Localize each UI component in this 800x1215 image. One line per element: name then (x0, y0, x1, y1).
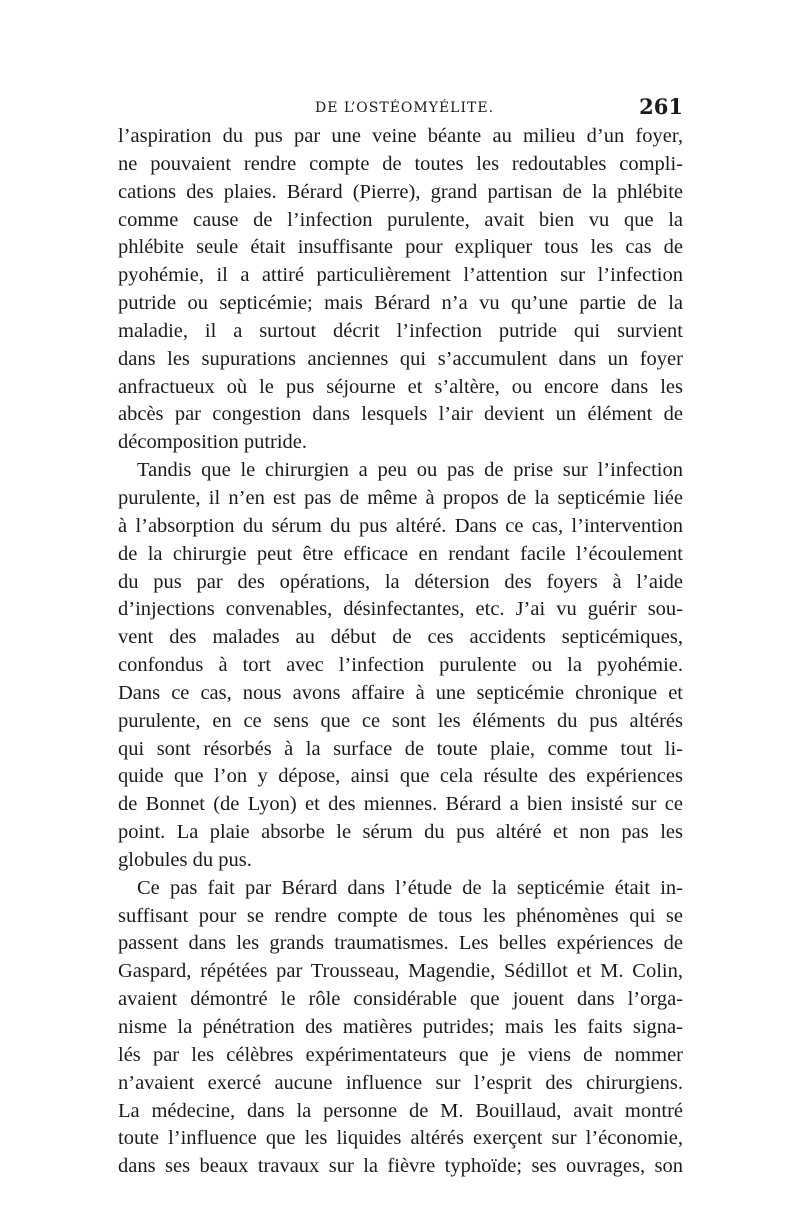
running-head (118, 96, 683, 120)
text-line: anfractueux où le pus séjourne et s’altère, ou encore dans les (118, 375, 683, 398)
body-text (118, 123, 683, 1181)
text-line: ne pouvaient rendre compte de toutes les redoutables compli- (118, 152, 683, 175)
page-number: 261 (639, 94, 683, 119)
text-line: passent dans les grands traumatismes. Les belles expériences de (118, 932, 683, 955)
text-line: d’injections convenables, désinfectantes, etc. J’ai vu guérir sou- (118, 598, 683, 621)
text-line: Dans ce cas, nous avons affaire à une septicémie chronique et (118, 681, 683, 704)
text-line: l’aspiration du pus par une veine béante au milieu d’un foyer, (118, 125, 683, 147)
text-line: point. La plaie absorbe le sérum du pus altéré et non pas les (118, 821, 683, 844)
paragraph-first-line: Ce pas fait par Bérard dans l’étude de la septicémie était in- (137, 876, 683, 899)
paragraph-first-line: Tandis que le chirurgien a peu ou pas de prise sur l’infection (137, 459, 683, 482)
paragraph-end-line: décomposition putride. (118, 431, 308, 454)
text-line: de Bonnet (de Lyon) et des miennes. Bérard a bien insisté sur ce (118, 793, 683, 816)
text-line: purulente, en ce sens que ce sont les éléments du pus altérés (118, 709, 683, 732)
text-line: dans ses beaux travaux sur la fièvre typhoïde; ses ouvrages, son (118, 1155, 683, 1178)
text-line: cations des plaies. Bérard (Pierre), grand partisan de la phlébite (118, 180, 683, 203)
text-line: purulente, il n’en est pas de même à propos de la septicémie liée (118, 486, 683, 509)
text-line: La médecine, dans la personne de M. Bouillaud, avait montré (118, 1099, 683, 1122)
text-line: de la chirurgie peut être efficace en rendant facile l’écoulement (118, 542, 683, 565)
text-line: à l’absorption du sérum du pus altéré. Dans ce cas, l’intervention (118, 514, 683, 537)
text-line: Gaspard, répétées par Trousseau, Magendie, Sédillot et M. Colin, (118, 960, 683, 983)
text-line: avaient démontré le rôle considérable que jouent dans l’orga- (118, 988, 683, 1011)
text-line: nisme la pénétration des matières putrides; mais les faits signa- (118, 1016, 683, 1038)
text-line: quide que l’on y dépose, ainsi que cela résulte des expériences (118, 765, 683, 788)
paragraph-end-line: globules du pus. (118, 848, 252, 871)
running-title: DE L’OSTÉOMYÉLITE. (315, 100, 495, 116)
text-line: abcès par congestion dans lesquels l’air devient un élément de (118, 403, 683, 426)
text-line: comme cause de l’infection purulente, avait bien vu que la (118, 208, 683, 231)
text-line: toute l’influence que les liquides altérés exerçent sur l’économie, (118, 1127, 683, 1150)
text-line: lés par les célèbres expérimentateurs que je viens de nommer (118, 1043, 683, 1066)
text-line: vent des malades au début de ces accidents septicémiques, (118, 626, 683, 649)
text-line: du pus par des opérations, la détersion des foyers à l’aide (118, 570, 683, 593)
text-line: confondus à tort avec l’infection purulente ou la pyohémie. (118, 654, 683, 677)
text-line: putride ou septicémie; mais Bérard n’a vu qu’une partie de la (118, 292, 683, 315)
text-line: suffisant pour se rendre compte de tous les phénomènes qui se (118, 904, 683, 927)
text-line: pyohémie, il a attiré particulièrement l’attention sur l’infection (118, 264, 683, 287)
text-line: qui sont résorbés à la surface de toute plaie, comme tout li- (118, 737, 683, 760)
text-line: n’avaient exercé aucune influence sur l’esprit des chirurgiens. (118, 1071, 683, 1094)
text-line: maladie, il a surtout décrit l’infection putride qui survient (118, 319, 683, 342)
text-line: dans les supurations anciennes qui s’accumulent dans un foyer (118, 347, 683, 370)
text-line: phlébite seule était insuffisante pour expliquer tous les cas de (118, 236, 683, 259)
